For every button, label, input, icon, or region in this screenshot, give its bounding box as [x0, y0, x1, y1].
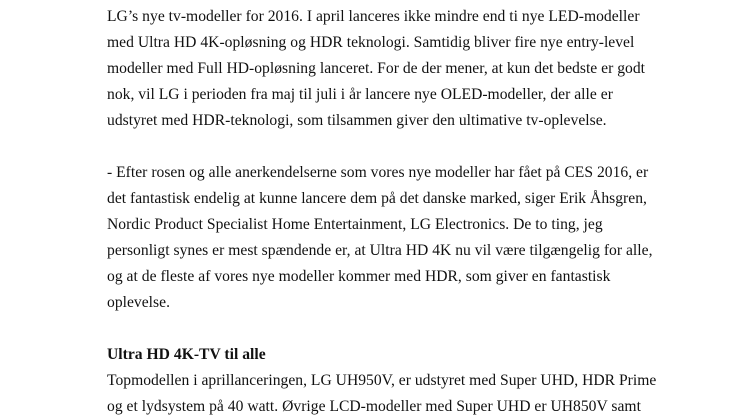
text-line: Topmodellen i aprillanceringen, LG UH950V, er udstyret med Super UHD, HDR Prime: [107, 372, 657, 389]
text-line: Nordic Product Specialist Home Entertainment, LG Electronics. De to ting, jeg: [107, 216, 603, 233]
text-line: modeller med Full HD-opløsning lanceret. For de der mener, at kun det bedste er godt: [107, 60, 646, 77]
text-line: udstyret med HDR-teknologi, som tilsammen giver den ultimative tv-oplevelse.: [107, 112, 607, 129]
text-line: og et lydsystem på 40 watt. Øvrige LCD-modeller med Super UHD er UH850V samt: [107, 398, 641, 415]
text-line: med Ultra HD 4K-opløsning og HDR teknologi. Samtidig bliver fire nye entry-level: [107, 34, 635, 51]
text-line: oplevelse.: [107, 294, 170, 311]
text-line: det fantastisk endelig at kunne lancere dem på det danske marked, siger Erik Åhsgren,: [107, 190, 647, 207]
paragraph-spacer: [107, 134, 667, 160]
document-body: [107, 4, 667, 419]
text-line: - Efter rosen og alle anerkendelserne som vores nye modeller har fået på CES 2016, er: [107, 164, 649, 181]
text-line: og at de fleste af vores nye modeller kommer med HDR, som giver en fantastisk: [107, 268, 611, 285]
text-line: personligt synes er mest spændende er, at Ultra HD 4K nu vil være tilgængelig for alle,: [107, 242, 653, 259]
text-line: LG’s nye tv-modeller for 2016. I april lanceres ikke mindre end ti nye LED-modeller: [107, 8, 640, 25]
text-line: nok, vil LG i perioden fra maj til juli i år lancere nye OLED-modeller, der alle er: [107, 86, 613, 103]
paragraph-spacer: [107, 316, 667, 342]
paragraph-topmodel: [107, 368, 667, 419]
section-heading: Ultra HD 4K-TV til alle: [107, 346, 266, 363]
paragraph-intro: [107, 4, 667, 134]
paragraph-quote: [107, 160, 667, 316]
